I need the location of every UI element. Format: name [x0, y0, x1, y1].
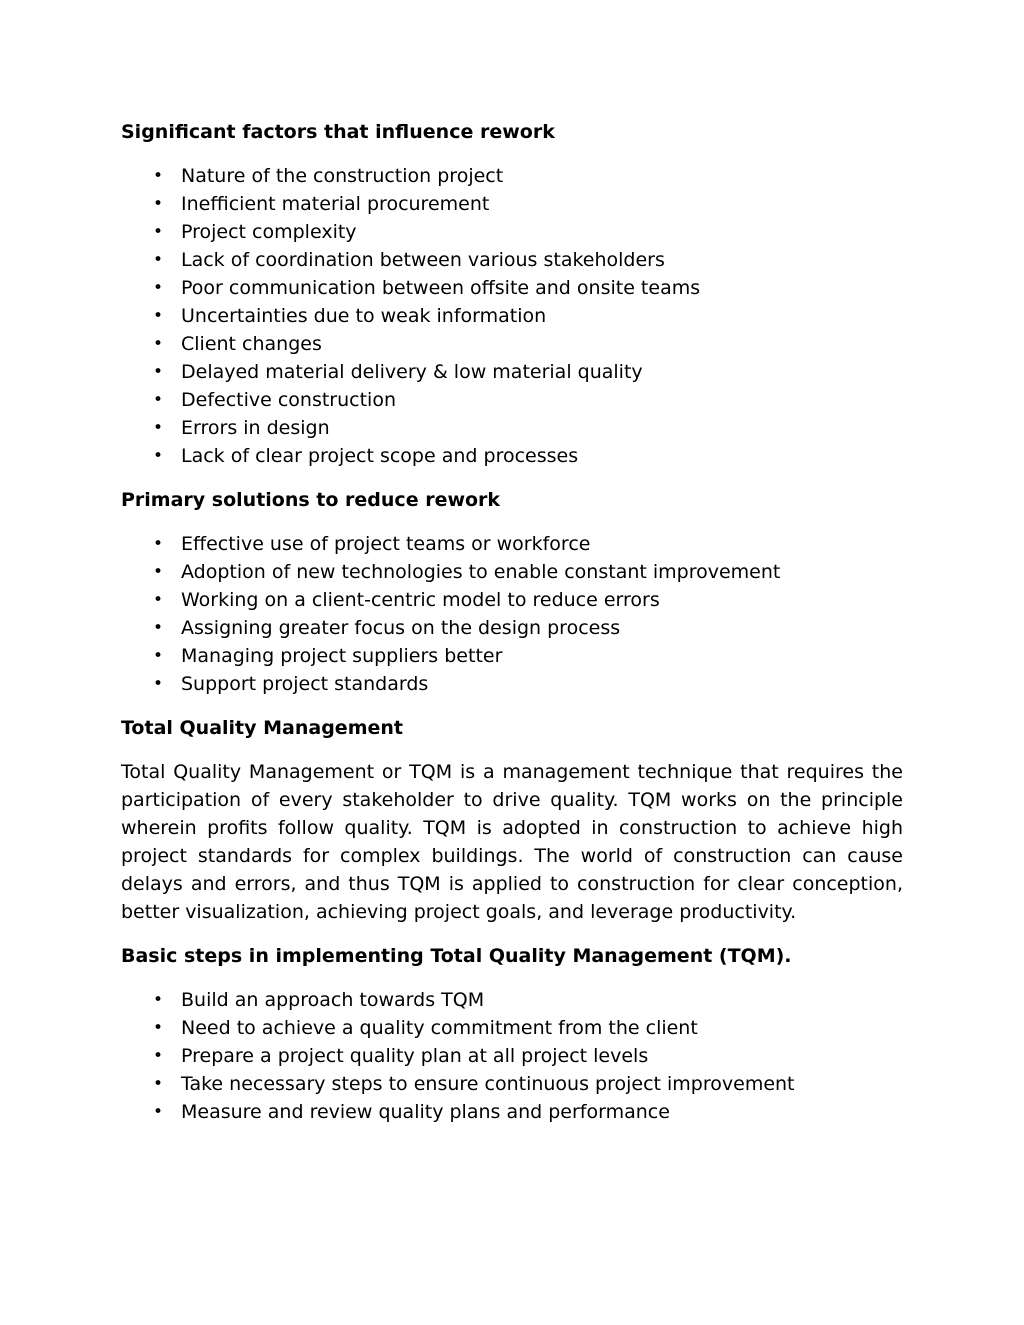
list-item: • Managing project suppliers better	[121, 642, 903, 670]
list-item: • Poor communication between offsite and onsite teams	[121, 274, 903, 302]
section-heading-rework-factors: Significant factors that influence rework	[121, 121, 555, 143]
list-item: • Defective construction	[121, 386, 903, 414]
solutions-list	[121, 530, 903, 698]
tqm-steps-list	[121, 986, 903, 1126]
bullet-icon: •	[153, 446, 164, 466]
list-item: • Lack of coordination between various stakeholders	[121, 246, 903, 274]
bullet-icon: •	[153, 534, 164, 554]
document-page	[121, 118, 903, 1142]
bullet-icon: •	[153, 1018, 164, 1038]
bullet-icon: •	[153, 562, 164, 582]
bullet-icon: •	[153, 334, 164, 354]
list-item: • Measure and review quality plans and performance	[121, 1098, 903, 1126]
bullet-icon: •	[153, 618, 164, 638]
bullet-icon: •	[153, 362, 164, 382]
bullet-icon: •	[153, 418, 164, 438]
list-item: • Project complexity	[121, 218, 903, 246]
section-heading-solutions: Primary solutions to reduce rework	[121, 489, 501, 511]
bullet-icon: •	[153, 222, 164, 242]
section-heading-tqm-steps: Basic steps in implementing Total Quality Management (TQM).	[121, 945, 792, 967]
bullet-icon: •	[153, 674, 164, 694]
bullet-icon: •	[153, 1046, 164, 1066]
list-item: • Uncertainties due to weak information	[121, 302, 903, 330]
list-item: • Delayed material delivery & low material quality	[121, 358, 903, 386]
bullet-icon: •	[153, 990, 164, 1010]
bullet-icon: •	[153, 590, 164, 610]
bullet-icon: •	[153, 646, 164, 666]
list-item: • Build an approach towards TQM	[121, 986, 903, 1014]
list-item: • Inefficient material procurement	[121, 190, 903, 218]
rework-factors-list	[121, 162, 903, 470]
bullet-icon: •	[153, 390, 164, 410]
list-item: • Need to achieve a quality commitment from the client	[121, 1014, 903, 1042]
list-item: • Assigning greater focus on the design process	[121, 614, 903, 642]
list-item: • Effective use of project teams or workforce	[121, 530, 903, 558]
section-heading-tqm: Total Quality Management	[121, 717, 403, 739]
bullet-icon: •	[153, 306, 164, 326]
list-item: • Nature of the construction project	[121, 162, 903, 190]
bullet-icon: •	[153, 1074, 164, 1094]
list-item: • Working on a client-centric model to reduce errors	[121, 586, 903, 614]
tqm-paragraph: Total Quality Management or TQM is a management technique that requires the participation of every stakeholder to drive quality. TQM works on the principle wherein profits follow quality. TQM is adopted in construction to achieve high project standards for complex buildings. The world of construction can cause delays and errors, and thus TQM is applied to construction for clear conception, better visualization, achieving project goals, and leverage productivity.	[121, 761, 903, 923]
bullet-icon: •	[153, 250, 164, 270]
list-item: • Support project standards	[121, 670, 903, 698]
bullet-icon: •	[153, 166, 164, 186]
bullet-icon: •	[153, 194, 164, 214]
list-item: • Prepare a project quality plan at all project levels	[121, 1042, 903, 1070]
list-item: • Client changes	[121, 330, 903, 358]
list-item: • Errors in design	[121, 414, 903, 442]
list-item: • Lack of clear project scope and processes	[121, 442, 903, 470]
bullet-icon: •	[153, 278, 164, 298]
bullet-icon: •	[153, 1102, 164, 1122]
list-item: • Adoption of new technologies to enable constant improvement	[121, 558, 903, 586]
list-item: • Take necessary steps to ensure continuous project improvement	[121, 1070, 903, 1098]
